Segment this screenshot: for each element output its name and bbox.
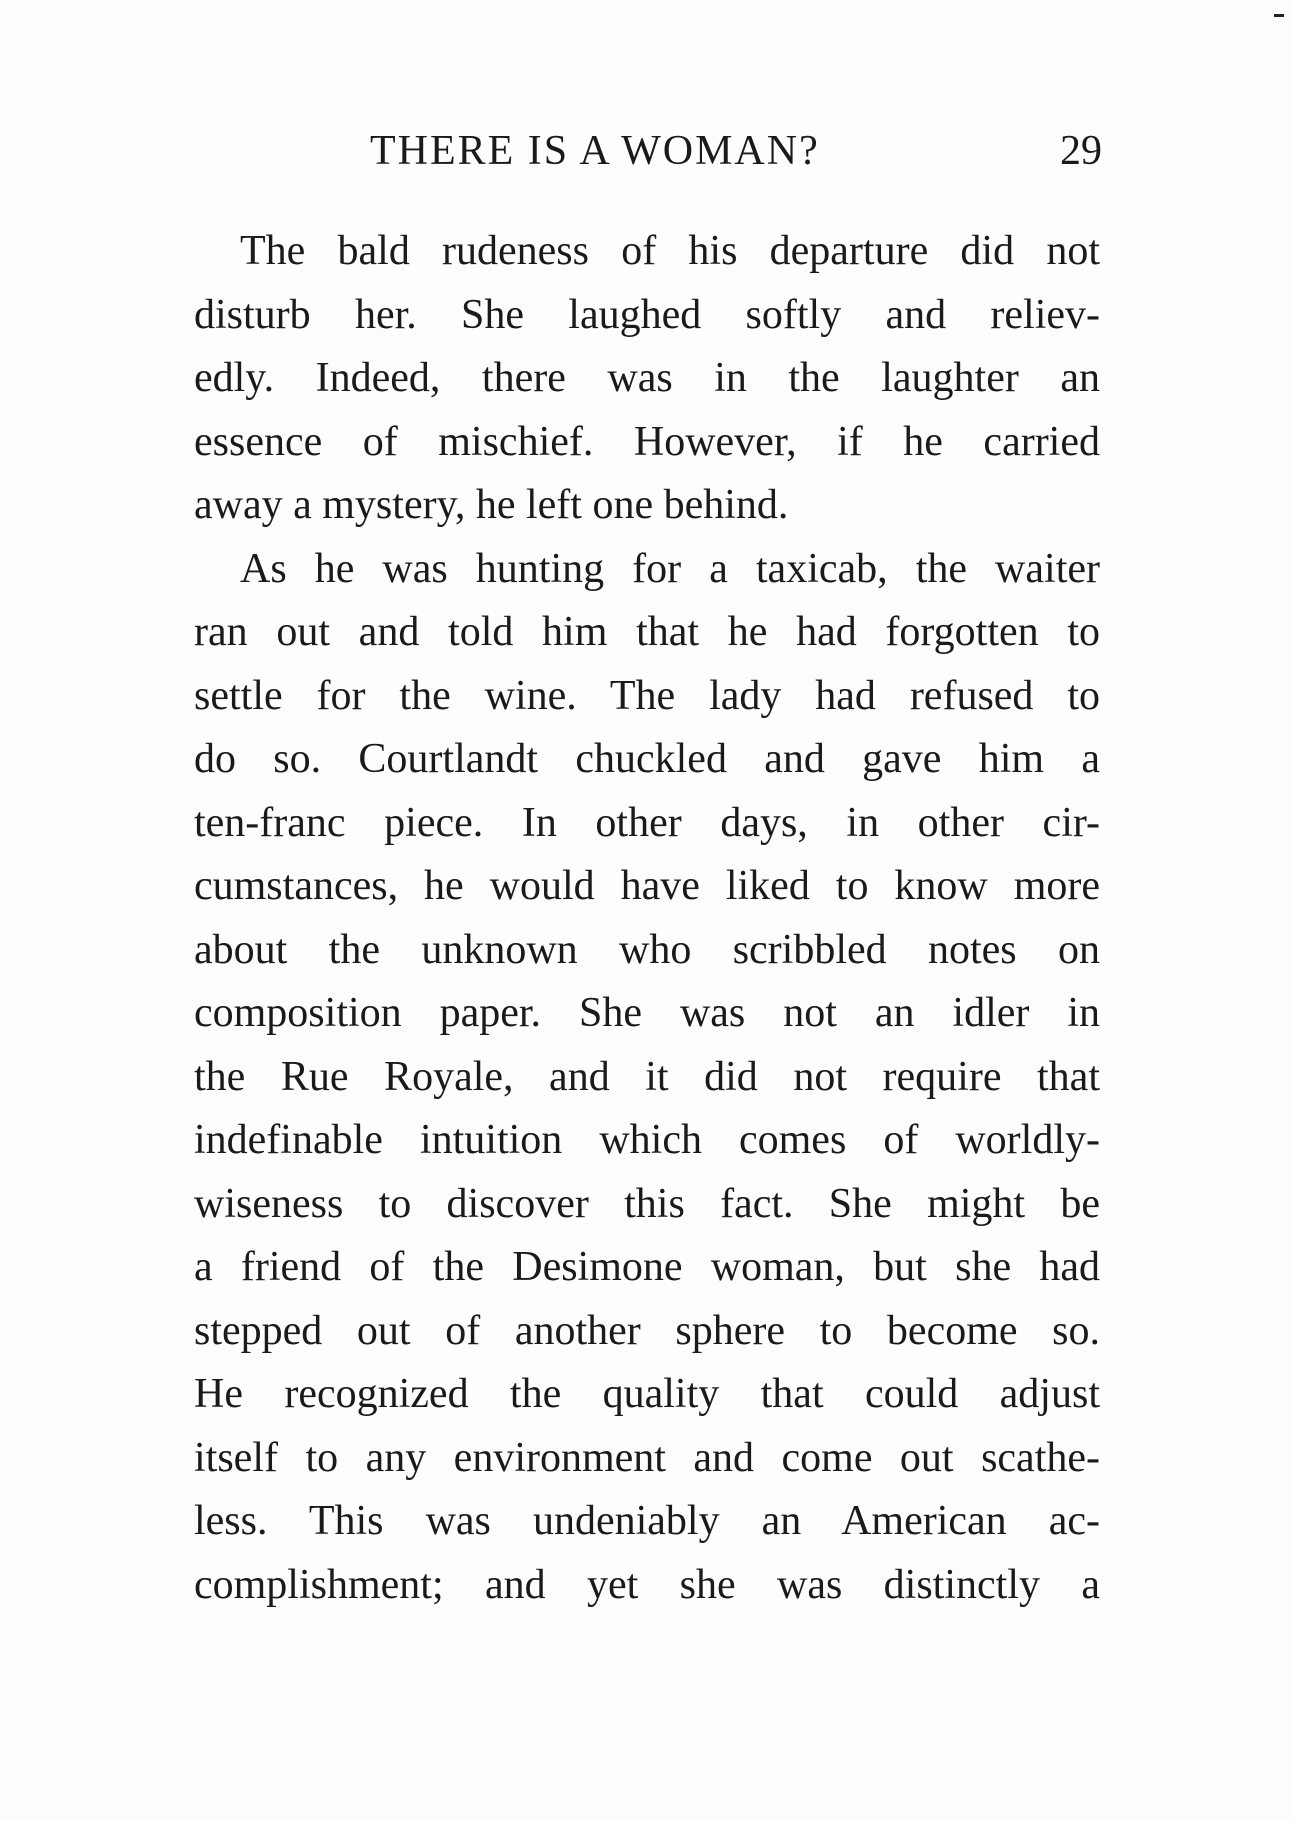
page-number: 29 — [1060, 128, 1102, 174]
text-line: itself to any environment and come out scathe- — [194, 1434, 1100, 1481]
text-line: less. This was undeniably an American ac- — [194, 1498, 1100, 1544]
running-title: THERE IS A WOMAN? — [370, 128, 820, 174]
text-line: ran out and told him that he had forgotten to — [194, 609, 1100, 655]
text-line: essence of mischief. However, if he carried — [194, 418, 1100, 465]
text-line: disturb her. She laughed softly and reliev- — [194, 291, 1100, 338]
text-line: As he was hunting for a taxicab, the waiter — [240, 545, 1100, 592]
text-line: settle for the wine. The lady had refused to — [194, 672, 1100, 719]
text-line: The bald rudeness of his departure did not — [240, 228, 1100, 274]
text-line: do so. Courtlandt chuckled and gave him a — [194, 736, 1100, 782]
text-line: indefinable intuition which comes of worldly- — [194, 1117, 1100, 1163]
text-line: composition paper. She was not an idler in — [194, 990, 1100, 1036]
edge-mark — [1274, 14, 1284, 17]
text-line: wiseness to discover this fact. She might be — [194, 1180, 1100, 1227]
text-line: complishment; and yet she was distinctly a — [194, 1561, 1100, 1608]
text-line: the Rue Royale, and it did not require that — [194, 1053, 1100, 1100]
text-line: a friend of the Desimone woman, but she had — [194, 1244, 1100, 1290]
text-line: cumstances, he would have liked to know more — [194, 863, 1100, 909]
body-text — [194, 220, 1100, 1617]
running-head — [192, 126, 1102, 176]
text-line: He recognized the quality that could adjust — [194, 1371, 1100, 1417]
text-line: stepped out of another sphere to become so. — [194, 1307, 1100, 1354]
text-line: ten-franc piece. In other days, in other cir- — [194, 799, 1100, 846]
paragraph — [194, 220, 1100, 538]
paragraph — [194, 538, 1100, 1618]
text-line: away a mystery, he left one behind. — [194, 482, 789, 528]
text-line: edly. Indeed, there was in the laughter an — [194, 355, 1100, 401]
text-line: about the unknown who scribbled notes on — [194, 926, 1100, 973]
